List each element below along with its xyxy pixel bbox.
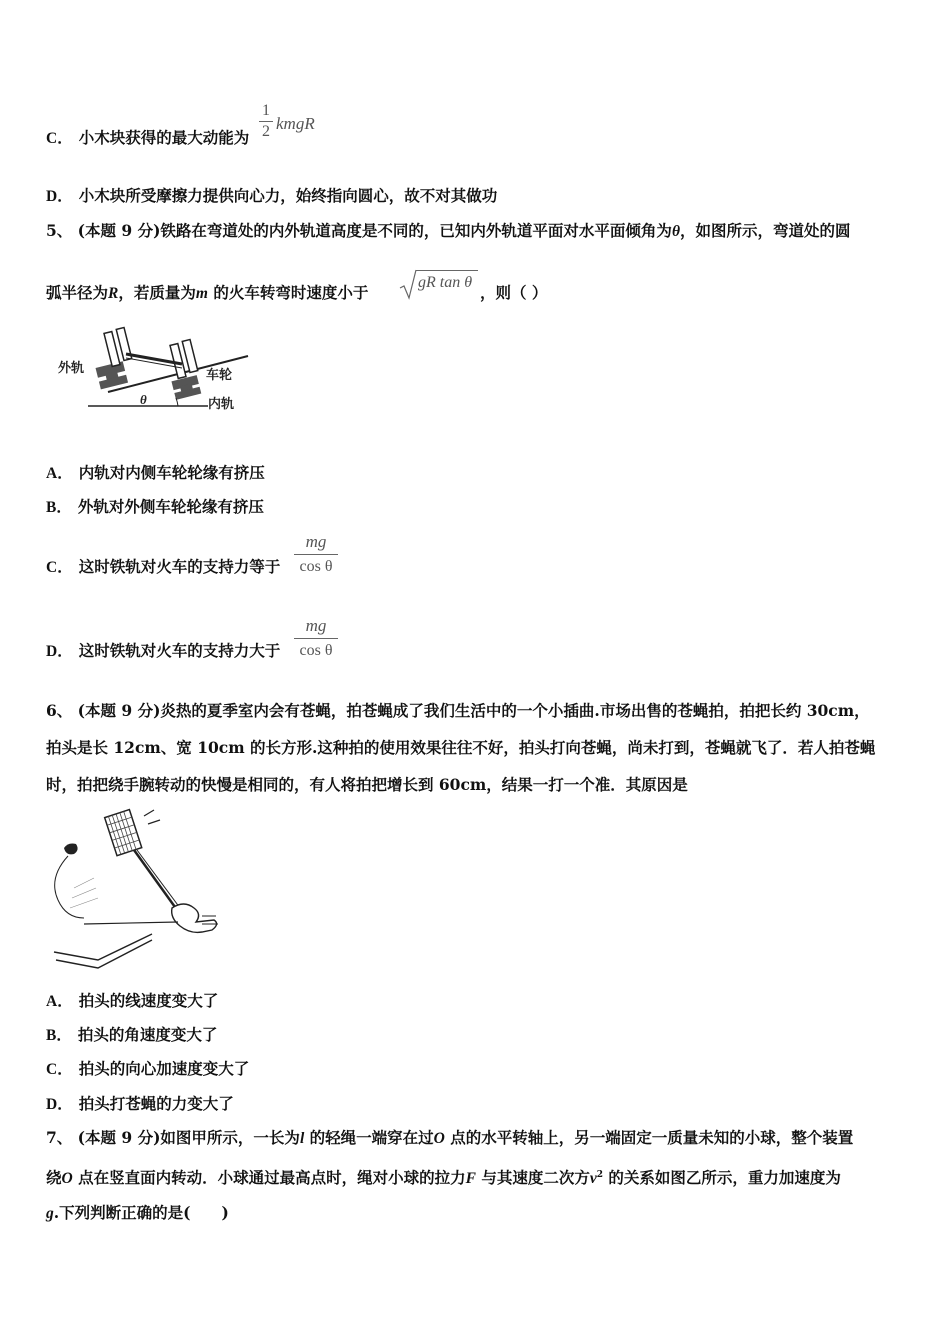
q5-stem-line2-end: ，则（ ）	[480, 283, 548, 302]
option-letter: D．	[46, 188, 73, 205]
label-outer: 外轨	[58, 360, 85, 375]
fraction-numerator: 1	[262, 102, 270, 119]
q5-option-b: B． 外轨对外侧车轮轮缘有挤压	[46, 497, 264, 516]
sqrt-overline	[416, 270, 478, 271]
inner-rail	[171, 375, 201, 400]
table-line	[84, 922, 178, 924]
fly	[64, 844, 78, 855]
q4-kmgR: kmgR	[276, 114, 315, 133]
q5-option-d: D． 这时铁轨对火车的支持力大于	[46, 641, 281, 660]
swatter-handle	[134, 850, 180, 914]
q5-stem-line2: 弧半径为R，若质量为m 的火车转弯时速度小于	[46, 283, 369, 302]
q5-stem-line1: 5、 (本题 9 分)铁路在弯道处的内外轨道高度是不同的，已知内外轨道平面对水平面倾角为θ，如图所示，弯道处的圆	[46, 221, 851, 240]
label-inner: 内轨	[208, 396, 235, 411]
q4-half-fraction	[259, 102, 273, 141]
q6-fly-swatter-figure	[44, 808, 234, 973]
option-text: 小木块所受摩擦力提供向心力，始终指向圆心，故不对其做功	[78, 186, 498, 205]
q6-option-a: A． 拍头的线速度变大了	[46, 991, 219, 1010]
hand	[172, 904, 217, 932]
q7-stem-line2: 绕O 点在竖直面内转动．小球通过最高点时，绳对小球的拉力F 与其速度二次方$v^2$ 的关系如图乙所示，重力加速度为	[46, 1168, 841, 1188]
q4-option-d	[46, 186, 497, 207]
q4-option-c	[46, 128, 249, 149]
swatter-head	[105, 810, 142, 856]
q5-c-fraction: mg cos θ	[294, 532, 338, 577]
q5-option-c: C． 这时铁轨对火车的支持力等于	[46, 557, 281, 576]
q6-option-b: B． 拍头的角速度变大了	[46, 1025, 218, 1044]
sqrt-content: gR tan θ	[418, 274, 473, 291]
q6-stem-line3: 时，拍把绕手腕转动的快慢是相同的，有人将拍把增长到 60cm，结果一打一个准．其原因是	[46, 775, 688, 794]
fly-path	[55, 856, 84, 918]
label-wheel: 车轮	[206, 367, 233, 382]
sqrt-sign	[398, 268, 418, 302]
table	[54, 934, 152, 968]
option-text: 小木块获得的最大动能为	[78, 128, 250, 147]
q5-d-fraction: mg cos θ	[294, 616, 338, 661]
fraction-denominator: 2	[262, 123, 270, 140]
q7-stem-line1: 7、 (本题 9 分)如图甲所示，一长为l 的轻绳一端穿在过O 点的水平转轴上，另一端固定一质量未知的小球，整个装置	[46, 1128, 854, 1147]
option-letter: C．	[46, 130, 73, 147]
q6-stem-line1: 6、 (本题 9 分)炎热的夏季室内会有苍蝇，拍苍蝇成了我们生活中的一个小插曲.市场出售的苍蝇拍，拍把长约 30cm，	[46, 701, 870, 720]
label-theta: θ	[140, 392, 147, 407]
q7-stem-line3: g.下列判断正确的是( )	[46, 1203, 229, 1222]
q6-option-c: C． 拍头的向心加速度变大了	[46, 1059, 250, 1078]
q5-railway-figure	[58, 326, 258, 416]
q6-stem-line2: 拍头是长 12cm、宽 10cm 的长方形.这种拍的使用效果往往不好，拍头打向苍蝇，尚未打到，苍蝇就飞了．若人拍苍蝇	[46, 738, 876, 757]
q6-option-d: D． 拍头打苍蝇的力变大了	[46, 1094, 234, 1113]
q5-option-a: A． 内轨对内侧车轮轮缘有挤压	[46, 463, 265, 482]
inner-wheel-inner	[182, 340, 198, 373]
